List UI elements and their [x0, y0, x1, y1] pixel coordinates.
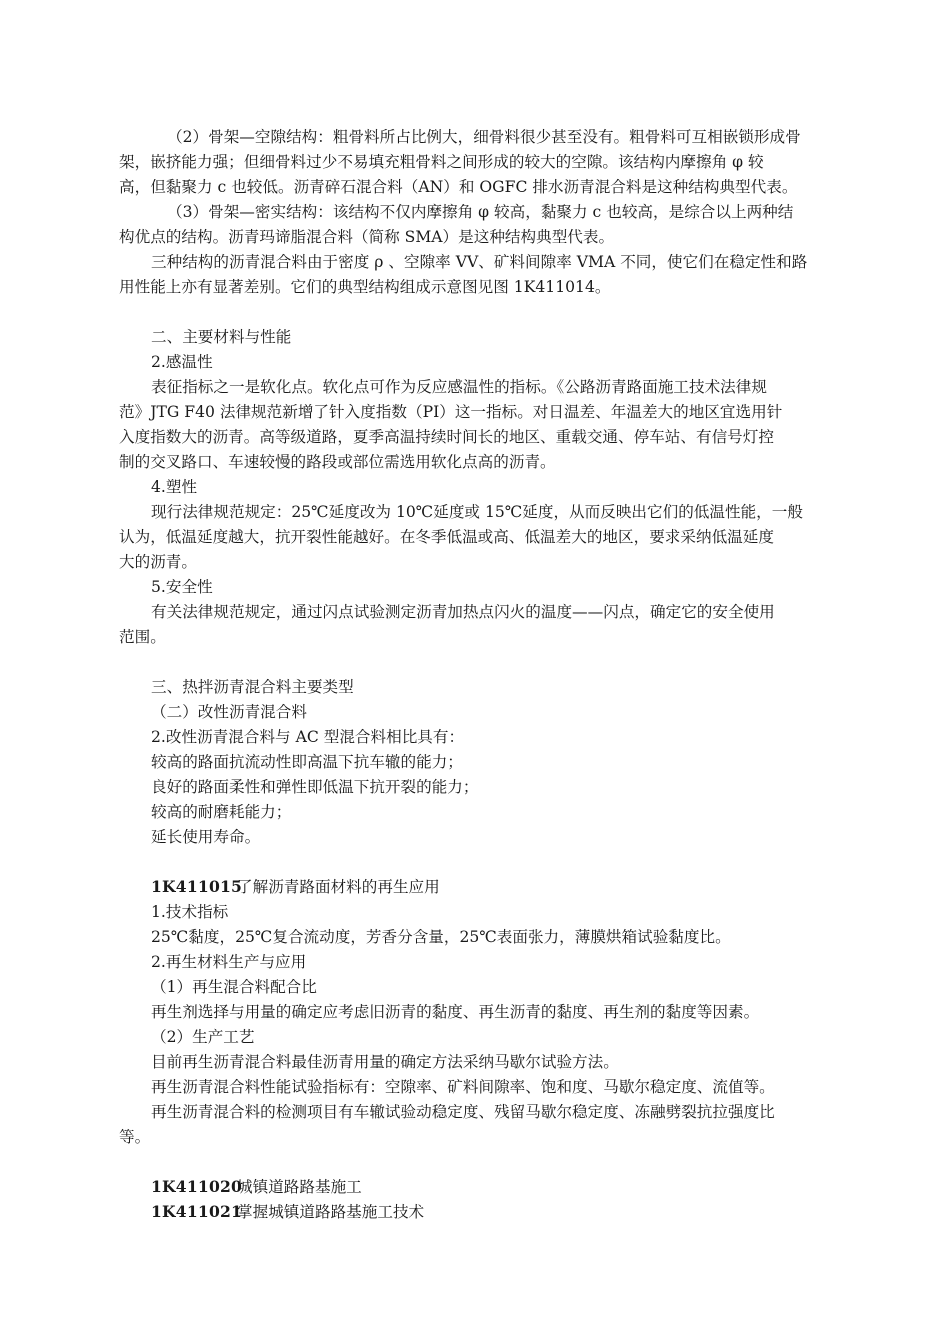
paragraph-line: 构优点的结构。沥青玛谛脂混合料（简称 SMA）是这种结构典型代表。	[119, 228, 615, 246]
paragraph-line: 有关法律规范规定，通过闪点试验测定沥青加热点闪火的温度——闪点，确定它的安全使用	[151, 603, 775, 621]
section-code: 1K411020	[151, 1177, 243, 1196]
paragraph-line: 再生沥青混合料性能试验指标有：空隙率、矿料间隙率、饱和度、马歇尔稳定度、流值等。	[151, 1078, 775, 1096]
subsection-heading: （2）生产工艺	[151, 1028, 255, 1046]
paragraph-line: 用性能上亦有显著差别。它们的典型结构组成示意图见图 1K411014。	[119, 278, 611, 296]
subsection-heading: （1）再生混合料配合比	[151, 978, 317, 996]
subsection-heading: 5.安全性	[151, 578, 213, 596]
list-item: 较高的耐磨耗能力；	[151, 803, 292, 821]
subsection-heading: 4.塑性	[151, 478, 198, 496]
subsection-heading: 2.感温性	[151, 353, 213, 371]
paragraph-line: （3）骨架—密实结构：该结构不仅内摩擦角 φ 较高，黏聚力 c 也较高，是综合以上两种结	[167, 203, 794, 221]
paragraph-line: 制的交叉路口、车速较慢的路段或部位需选用软化点高的沥青。	[119, 453, 556, 471]
paragraph-line: 2.改性沥青混合料与 AC 型混合料相比具有：	[151, 728, 465, 746]
paragraph-line: 再生剂选择与用量的确定应考虑旧沥青的黏度、再生沥青的黏度、再生剂的黏度等因素。	[151, 1003, 760, 1021]
section-title: 城镇道路路基施工	[237, 1178, 362, 1196]
paragraph-line: 范》JTG F40 法律规范新增了针入度指数（PI）这一指标。对日温差、年温差大的地区宜选用针	[119, 403, 783, 421]
paragraph-line: 等。	[119, 1128, 151, 1146]
paragraph-line: 入度指数大的沥青。高等级道路，夏季高温持续时间长的地区、重载交通、停车站、有信号灯控	[119, 428, 774, 446]
section-heading: 二、主要材料与性能	[151, 328, 292, 346]
paragraph-line: 大的沥青。	[119, 553, 197, 571]
subsection-heading: 2.再生材料生产与应用	[151, 953, 307, 971]
paragraph-line: 认为，低温延度越大，抗开裂性能越好。在冬季低温或高、低温差大的地区，要求采纳低温延度	[119, 528, 774, 546]
paragraph-line: 架，嵌挤能力强；但细骨料过少不易填充粗骨料之间形成的较大的空隙。该结构内摩擦角 φ 较	[119, 153, 764, 171]
paragraph-line: 表征指标之一是软化点。软化点可作为反应感温性的指标。《公路沥青路面施工技术法律规	[151, 378, 767, 396]
paragraph-line: 范围。	[119, 628, 166, 646]
paragraph-line: 三种结构的沥青混合料由于密度 ρ 、空隙率 VV、矿料间隙率 VMA 不同，使它们在稳定性和路	[151, 253, 808, 271]
paragraph-line: 目前再生沥青混合料最佳沥青用量的确定方法采纳马歇尔试验方法。	[151, 1053, 619, 1071]
subsection-heading: （二）改性沥青混合料	[151, 703, 307, 721]
paragraph-line: 现行法律规范规定：25℃延度改为 10℃延度或 15℃延度，从而反映出它们的低温性能，一般	[151, 503, 803, 521]
list-item: 良好的路面柔性和弹性即低温下抗开裂的能力；	[151, 778, 479, 796]
section-title: 了解沥青路面材料的再生应用	[237, 878, 440, 896]
section-title: 掌握城镇道路路基施工技术	[237, 1203, 425, 1221]
paragraph-line: （2）骨架—空隙结构：粗骨料所占比例大，细骨料很少甚至没有。粗骨料可互相嵌锁形成骨	[167, 128, 801, 146]
paragraph-line: 25℃黏度，25℃复合流动度，芳香分含量，25℃表面张力，薄膜烘箱试验黏度比。	[151, 928, 731, 946]
section-heading: 三、热拌沥青混合料主要类型	[151, 678, 354, 696]
paragraph-line: 再生沥青混合料的检测项目有车辙试验动稳定度、残留马歇尔稳定度、冻融劈裂抗拉强度比	[151, 1103, 775, 1121]
list-item: 较高的路面抗流动性即高温下抗车辙的能力；	[151, 753, 463, 771]
subsection-heading: 1.技术指标	[151, 903, 229, 921]
list-item: 延长使用寿命。	[151, 828, 261, 846]
section-code: 1K411015	[151, 877, 243, 896]
section-code: 1K411021	[151, 1202, 243, 1221]
paragraph-line: 高，但黏聚力 c 也较低。沥青碎石混合料（AN）和 OGFC 排水沥青混合料是这种结构典型代表。	[119, 178, 798, 196]
